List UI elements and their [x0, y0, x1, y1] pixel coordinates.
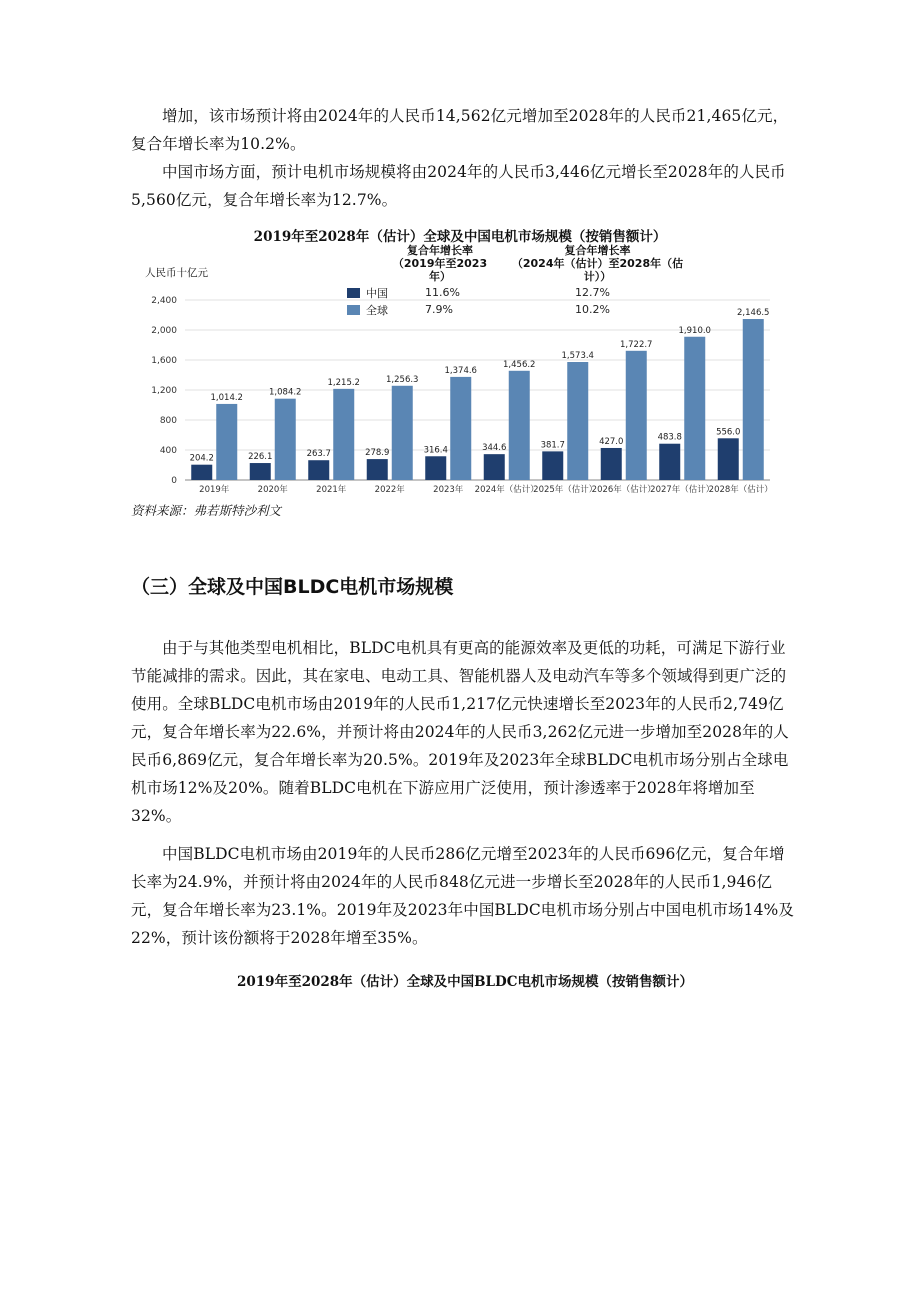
bar-global	[743, 319, 764, 480]
y-tick-label: 2,400	[151, 296, 177, 306]
bar-global	[216, 404, 237, 480]
bar-global	[333, 389, 354, 480]
bar-china	[542, 451, 563, 480]
y-axis-unit-label: 人民币十亿元	[145, 267, 208, 279]
cagr-global-2024-2028: 10.2%	[575, 303, 610, 316]
chart-y-ticks	[151, 296, 177, 486]
bar-china	[601, 448, 622, 480]
x-tick-label: 2026年（估计）	[591, 485, 656, 495]
bar-value-label: 1,215.2	[327, 377, 360, 388]
bar-value-label: 2,146.5	[737, 308, 770, 319]
chart-title: 2019年至2028年（估计）全球及中国电机市场规模（按销售额计）	[253, 229, 667, 245]
bar-value-label: 1,573.4	[561, 350, 594, 361]
x-tick-label: 2019年	[199, 485, 230, 495]
bar-value-label: 316.4	[423, 445, 448, 456]
cagr-period1-header	[385, 244, 495, 283]
y-tick-label: 1,200	[151, 386, 177, 396]
bar-value-label: 1,722.7	[620, 339, 653, 350]
y-tick-label: 1,600	[151, 356, 177, 366]
bar-value-label: 1,014.2	[210, 392, 243, 403]
chart2-title: 2019年至2028年（估计）全球及中国BLDC电机市场规模（按销售额计）	[237, 974, 693, 990]
bar-china	[367, 459, 388, 480]
bar-china	[191, 465, 212, 480]
bar-global	[567, 362, 588, 480]
cagr-period2-range: （2024年（估计）至2028年（估计））	[511, 257, 684, 283]
bar-value-label: 278.9	[365, 448, 390, 459]
x-tick-label: 2028年（估计）	[708, 485, 773, 495]
bar-value-label: 1,084.2	[269, 387, 302, 398]
bar-value-label: 263.7	[306, 449, 331, 460]
bar-china	[425, 456, 446, 480]
source-note: 资料来源：弗若斯特沙利文	[131, 503, 282, 518]
bar-value-label: 1,456.2	[503, 359, 536, 370]
cagr-period1-range: （2019年至2023年）	[392, 257, 488, 283]
cagr-period2-heading: 复合年增长率	[564, 244, 631, 257]
y-tick-label: 400	[159, 446, 177, 456]
cagr-global-2019-2023: 7.9%	[425, 303, 453, 316]
bar-china	[308, 460, 329, 480]
cagr-china-2024-2028: 12.7%	[575, 286, 610, 299]
bar-value-label: 226.1	[248, 452, 273, 463]
x-tick-label: 2022年	[374, 485, 405, 495]
bar-global	[684, 337, 705, 480]
bar-china	[659, 444, 680, 480]
paragraph-global-bldc: 由于与其他类型电机相比，BLDC电机具有更高的能源效率及更低的功耗，可满足下游行业节能减排的需求。因此，其在家电、电动工具、智能机器人及电动汽车等多个领域得到更广泛的使用。全球BLDC电机市场由2019年的人民币1,217亿元快速增长至2023年的人民币2,749亿元，复合年增长率为22.6%，并预计将由2024年的人民币3,262亿元进一步增加至2028年的人民币6,869亿元，复合年增长率为20.5%。2019年及2023年全球BLDC电机市场分别占全球电机市场12%及20%。随着BLDC电机在下游应用广泛使用，预计渗透率于2028年将增加至32%。	[131, 639, 789, 825]
bar-value-label: 556.0	[716, 427, 741, 438]
x-tick-label: 2025年（估计）	[533, 485, 598, 495]
x-tick-label: 2027年（估计）	[650, 485, 715, 495]
motor-market-bar-chart	[130, 280, 780, 505]
x-tick-label: 2023年	[433, 485, 464, 495]
bar-china	[250, 463, 271, 480]
bar-value-label: 381.7	[540, 440, 565, 451]
cagr-period1-heading: 复合年增长率	[407, 244, 473, 257]
chart-x-ticks	[199, 484, 773, 495]
bar-china	[484, 454, 505, 480]
bar-china	[718, 438, 739, 480]
bar-value-label: 1,374.6	[444, 365, 477, 376]
bar-value-label: 1,256.3	[386, 374, 419, 385]
legend-label-global: 全球	[366, 304, 388, 317]
x-tick-label: 2021年	[316, 485, 347, 495]
chart-bars	[191, 319, 764, 480]
y-tick-label: 0	[171, 476, 177, 486]
cagr-period2-header	[505, 244, 690, 283]
legend-label-china: 中国	[366, 287, 388, 300]
paragraph-china-motor-forecast: 中国市场方面，预计电机市场规模将由2024年的人民币3,446亿元增长至2028年的人民币5,560亿元，复合年增长率为12.7%。	[131, 163, 786, 209]
bar-value-label: 204.2	[189, 453, 214, 464]
x-tick-label: 2020年	[257, 485, 288, 495]
paragraph-china-bldc: 中国BLDC电机市场由2019年的人民币286亿元增至2023年的人民币696亿元，复合年增长率为24.9%，并预计将由2024年的人民币848亿元进一步增长至2028年的人民币1,946亿元，复合年增长率为23.1%。2019年及2023年中国BLDC电机市场分别占中国电机市场14%及22%，预计该份额将于2028年增至35%。	[131, 845, 794, 947]
x-tick-label: 2024年（估计）	[474, 485, 539, 495]
bar-global	[626, 351, 647, 480]
paragraph-global-motor-forecast: 增加，该市场预计将由2024年的人民币14,562亿元增加至2028年的人民币21,465亿元，复合年增长率为10.2%。	[131, 107, 789, 153]
bar-value-label: 483.8	[657, 432, 682, 443]
bar-value-label: 1,910.0	[678, 325, 711, 336]
bar-global	[509, 371, 530, 480]
y-tick-label: 800	[159, 416, 177, 426]
bar-global	[450, 377, 471, 480]
bar-global	[392, 386, 413, 480]
cagr-china-2019-2023: 11.6%	[425, 286, 460, 299]
bar-value-label: 427.0	[599, 436, 624, 447]
y-tick-label: 2,000	[151, 326, 177, 336]
bar-value-label: 344.6	[482, 443, 507, 454]
bar-global	[275, 399, 296, 480]
section-heading: （三）全球及中国BLDC电机市场规模	[131, 576, 454, 598]
